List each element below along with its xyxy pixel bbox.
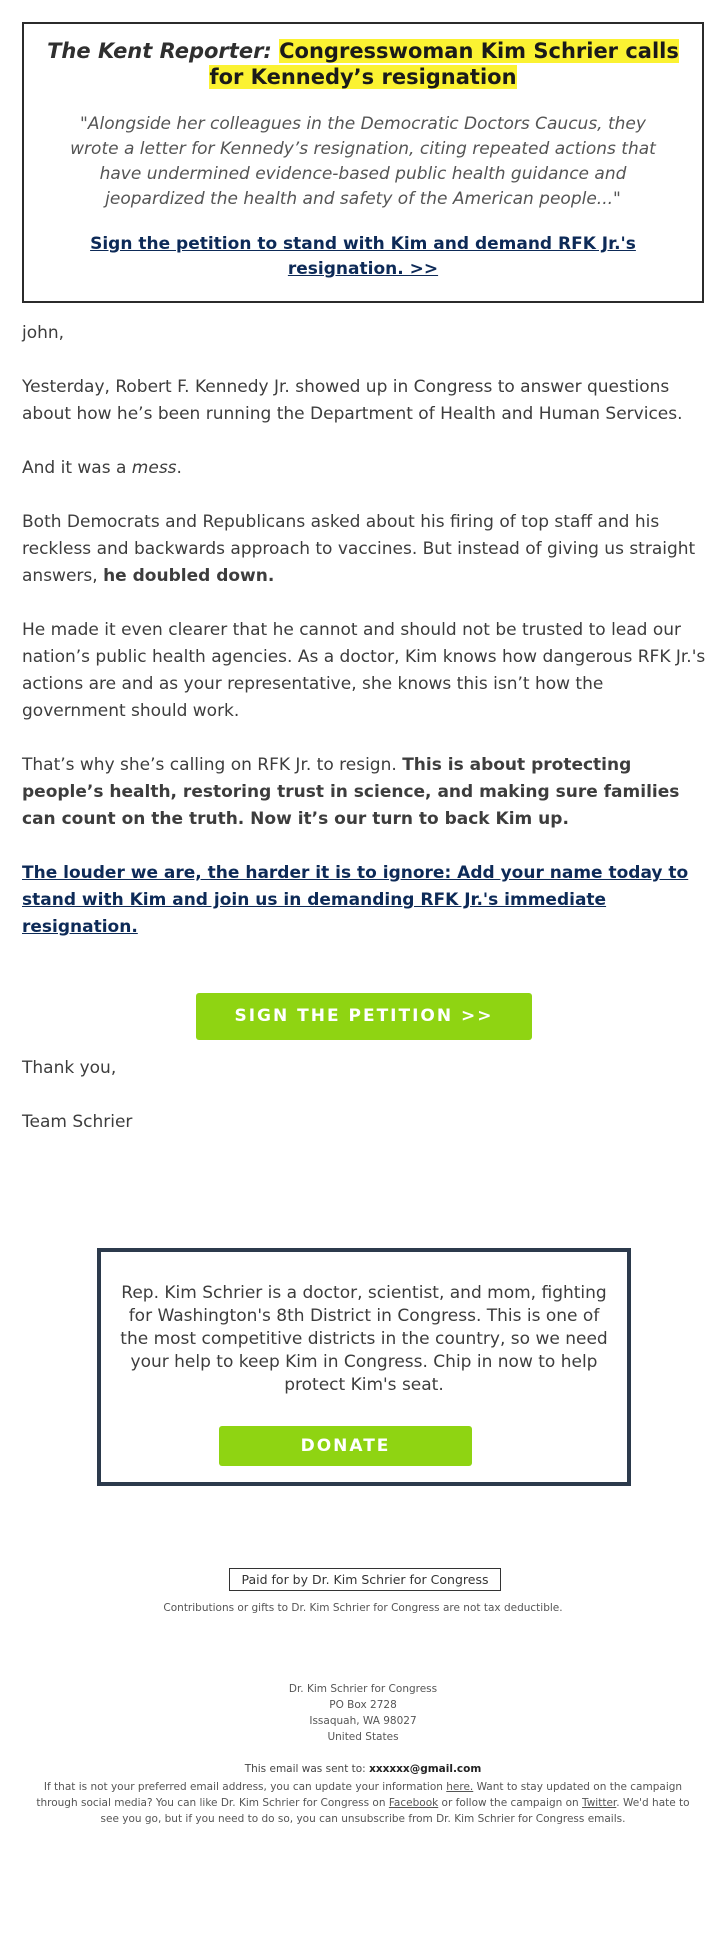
news-petition-link[interactable]: Sign the petition to stand with Kim and demand RFK Jr.'s resignation. >> (90, 234, 636, 279)
greeting: john, (22, 323, 65, 343)
fine-print-text: or follow the campaign on (438, 1797, 583, 1809)
paragraph-2-end: . (176, 458, 182, 478)
paragraph-2-emphasis: mess (131, 458, 177, 478)
petition-cta-link[interactable]: The louder we are, the harder it is to ignore: Add your name today to stand with Kim and join us in demanding RFK Jr.'s immediate resignation. (22, 863, 689, 937)
paragraph-4: He made it even clearer that he cannot and should not be trusted to lead our nation’s public health agencies. As a doctor, Kim knows how dangerous RFK Jr.'s actions are and as your representative, she knows this isn’t how the government should work. (22, 620, 706, 721)
address-line: United States (327, 1731, 399, 1743)
address-line: PO Box 2728 (329, 1699, 397, 1711)
thanks-text: Thank you, (22, 1058, 117, 1078)
tax-note: Contributions or gifts to Dr. Kim Schrier for Congress are not tax deductible. (163, 1602, 563, 1614)
news-headline-text: Congresswoman Kim Schrier calls for Kennedy’s resignation (209, 39, 679, 89)
donate-button[interactable]: DONATE (219, 1426, 472, 1466)
paid-for-disclaimer: Paid for by Dr. Kim Schrier for Congress (229, 1568, 501, 1591)
paragraph-2-text: And it was a (22, 458, 132, 478)
news-source: The Kent Reporter: (47, 39, 272, 63)
mailing-address (0, 1681, 726, 1745)
news-quote: "Alongside her colleagues in the Democratic Doctors Caucus, they wrote a letter for Kennedy’s resignation, citing repeated actions that have undermined evidence-based public health guidance and jeopardized the health and safety of the American people..." (70, 114, 656, 209)
cta-paragraph (22, 860, 712, 941)
sent-to-email: xxxxxx@gmail.com (369, 1763, 482, 1775)
paragraph-3-bold: he doubled down. (103, 566, 275, 586)
news-box (22, 22, 704, 303)
paragraph-5 (22, 752, 712, 833)
address-line: Issaquah, WA 98027 (309, 1715, 417, 1727)
sent-to-line (0, 1763, 726, 1775)
paragraph-5-bold: This is about protecting people’s health, restoring trust in science, and making sure families can count on the truth. Now it’s our turn to back Kim up. (22, 755, 680, 829)
paragraph-5-text: That’s why she’s calling on RFK Jr. to resign. (22, 755, 403, 775)
sign-petition-button[interactable]: SIGN THE PETITION >> (196, 993, 532, 1040)
twitter-link[interactable]: Twitter (582, 1797, 617, 1809)
news-headline (42, 38, 684, 90)
paragraph-3 (22, 509, 712, 590)
donate-pitch: Rep. Kim Schrier is a doctor, scientist, and mom, fighting for Washington's 8th District in Congress. This is one of the most competitive districts in the country, so we need your help to keep Kim in Congress. Chip in now to help protect Kim's seat. (120, 1283, 608, 1395)
facebook-link[interactable]: Facebook (388, 1797, 439, 1809)
update-info-link[interactable]: here. (446, 1781, 474, 1793)
closing (22, 1055, 132, 1163)
paragraph-3-text: Both Democrats and Republicans asked about his firing of top staff and his reckless and backwards approach to vaccines. But instead of giving us straight answers, (22, 512, 696, 586)
letter-body (22, 320, 712, 968)
donate-box (97, 1248, 631, 1486)
fine-print-text: . We'd hate to see you go, but if you need to do so, you can unsubscribe from Dr. Kim Schrier for Congress emails. (100, 1797, 690, 1825)
paragraph-2 (22, 455, 712, 482)
fine-print-text: If that is not your preferred email address, you can update your information (43, 1781, 447, 1793)
signoff-text: Team Schrier (22, 1112, 133, 1132)
fine-print (28, 1779, 698, 1827)
paragraph-1: Yesterday, Robert F. Kennedy Jr. showed up in Congress to answer questions about how he’s been running the Department of Health and Human Services. (22, 377, 683, 424)
sent-to-label: This email was sent to: (244, 1763, 370, 1775)
address-line: Dr. Kim Schrier for Congress (288, 1683, 438, 1695)
fine-print-text: Want to stay updated on the campaign through social media? You can like Dr. Kim Schrier for Congress on (36, 1781, 683, 1809)
